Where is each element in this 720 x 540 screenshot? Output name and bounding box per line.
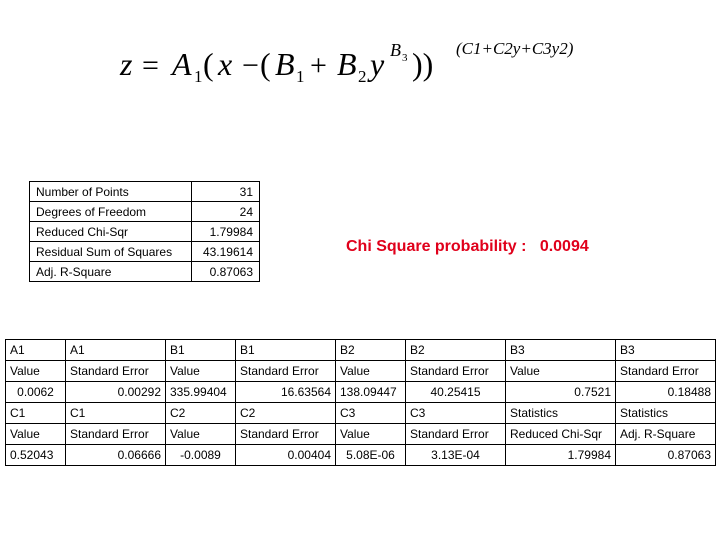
stats-row (30, 182, 260, 202)
param-header-cell: Value (506, 361, 616, 382)
chi-square-value: 0.0094 (539, 238, 589, 255)
formula-open-paren-1: ( (203, 46, 214, 82)
formula-B1-sub: 1 (296, 67, 305, 86)
stats-label: Residual Sum of Squares (30, 242, 192, 262)
param-value-cell: 335.99404 (166, 382, 236, 403)
param-value-cell: 1.79984 (506, 445, 616, 466)
param-header-cell: Value (166, 361, 236, 382)
param-header-cell: Standard Error (236, 361, 336, 382)
model-formula (120, 30, 620, 100)
formula-A: A (172, 46, 192, 82)
param-value-cell: 16.63564 (236, 382, 336, 403)
formula-B3: B (390, 40, 401, 60)
param-value-cell: 3.13E-04 (406, 445, 506, 466)
param-header-cell: A1 (66, 340, 166, 361)
formula-B1: B (275, 46, 295, 82)
param-header-cell: Standard Error (406, 424, 506, 445)
stats-row (30, 242, 260, 262)
param-header-cell: C2 (166, 403, 236, 424)
stats-value: 1.79984 (191, 222, 259, 242)
param-value-cell: 0.52043 (6, 445, 66, 466)
stats-row (30, 202, 260, 222)
formula-B3-sub: 3 (402, 52, 408, 64)
param-header-cell: Standard Error (616, 361, 716, 382)
param-header-cell: B2 (406, 340, 506, 361)
param-header-cell: C3 (406, 403, 506, 424)
param-header-cell: A1 (6, 340, 66, 361)
param-header-cell: Value (166, 424, 236, 445)
formula-close-parens: )) (412, 46, 434, 82)
param-header-cell: Value (336, 424, 406, 445)
stats-label: Adj. R-Square (30, 262, 192, 282)
param-header-cell: Reduced Chi-Sqr (506, 424, 616, 445)
parameters-body (6, 340, 716, 466)
param-value-cell: 5.08E-06 (336, 445, 406, 466)
param-header-cell: C1 (6, 403, 66, 424)
parameters-table (5, 339, 716, 466)
formula-B2: B (337, 46, 357, 82)
formula-B2-sub: 2 (358, 67, 367, 86)
chi-square-probability (346, 238, 589, 256)
formula-minus: − (242, 49, 259, 82)
formula-plus: + (310, 49, 327, 82)
formula-x: x (218, 46, 233, 82)
param-header-cell: Standard Error (236, 424, 336, 445)
fit-statistics-table (29, 181, 260, 282)
param-header-cell: C3 (336, 403, 406, 424)
formula-open-paren-2: ( (260, 46, 271, 82)
param-value-cell: 0.00292 (66, 382, 166, 403)
param-row (6, 382, 716, 403)
stats-value: 31 (191, 182, 259, 202)
formula-y: y (370, 46, 385, 82)
param-value-cell: 40.25415 (406, 382, 506, 403)
stats-label: Reduced Chi-Sqr (30, 222, 192, 242)
param-row (6, 361, 716, 382)
param-value-cell: 0.0062 (6, 382, 66, 403)
param-header-cell: Statistics (506, 403, 616, 424)
formula-exponent-text: (C1+C2y+C3y2) (456, 39, 574, 58)
param-value-cell: 0.06666 (66, 445, 166, 466)
param-header-cell: B1 (236, 340, 336, 361)
param-header-cell: Statistics (616, 403, 716, 424)
param-header-cell: Standard Error (66, 361, 166, 382)
formula-z: z (120, 46, 133, 82)
param-header-cell: Adj. R-Square (616, 424, 716, 445)
stats-value: 0.87063 (191, 262, 259, 282)
stats-row (30, 262, 260, 282)
formula-exponent (456, 39, 574, 58)
param-header-cell: B2 (336, 340, 406, 361)
param-header-cell: B3 (616, 340, 716, 361)
formula-graphic (120, 30, 620, 100)
param-header-cell: B1 (166, 340, 236, 361)
stats-label: Degrees of Freedom (30, 202, 192, 222)
stats-row (30, 222, 260, 242)
formula-A-sub: 1 (194, 67, 203, 86)
param-value-cell: 138.09447 (336, 382, 406, 403)
param-header-cell: Value (336, 361, 406, 382)
param-row (6, 424, 716, 445)
param-header-cell: Value (6, 361, 66, 382)
stats-value: 43.19614 (191, 242, 259, 262)
chi-square-label: Chi Square probability : (346, 238, 527, 255)
formula-equals: = (142, 49, 159, 82)
param-value-cell: -0.0089 (166, 445, 236, 466)
fit-statistics-body (30, 182, 260, 282)
param-header-cell: Value (6, 424, 66, 445)
param-value-cell: 0.00404 (236, 445, 336, 466)
param-header-cell: Standard Error (66, 424, 166, 445)
param-value-cell: 0.7521 (506, 382, 616, 403)
stats-label: Number of Points (30, 182, 192, 202)
param-header-cell: B3 (506, 340, 616, 361)
param-row (6, 445, 716, 466)
param-header-cell: Standard Error (406, 361, 506, 382)
param-value-cell: 0.87063 (616, 445, 716, 466)
param-row (6, 340, 716, 361)
param-row (6, 403, 716, 424)
param-value-cell: 0.18488 (616, 382, 716, 403)
stats-value: 24 (191, 202, 259, 222)
param-header-cell: C1 (66, 403, 166, 424)
param-header-cell: C2 (236, 403, 336, 424)
